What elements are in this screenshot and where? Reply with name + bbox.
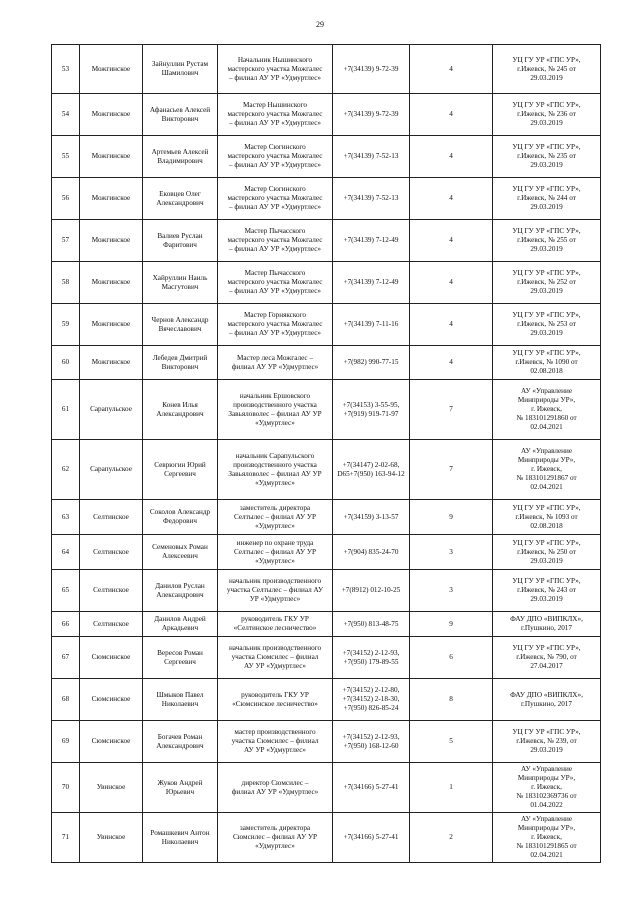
certificate-cell: УЦ ГУ УР «ГПС УР», г.Ижевск, № 250 от 29.03.2019 xyxy=(493,535,601,570)
name-cell: Жуков Андрей Юрьевич xyxy=(143,763,218,813)
table-row xyxy=(52,380,601,440)
certificate-cell: УЦ ГУ УР «ГПС УР», г.Ижевск, № 255 от 29.03.2019 xyxy=(493,220,601,262)
row-number: 59 xyxy=(52,304,80,346)
district-cell: Сарапульское xyxy=(80,380,143,440)
certificate-cell: УЦ ГУ УР «ГПС УР», г.Ижевск, № 1093 от 02.08.2018 xyxy=(493,500,601,535)
position-cell: Мастер Сюгинского мастерского участка Можгалес – филиал АУ УР «Удмуртлес» xyxy=(218,178,333,220)
district-cell: Сюмсинское xyxy=(80,637,143,679)
table-row xyxy=(52,813,601,863)
district-cell: Увинское xyxy=(80,813,143,863)
district-cell: Можгинское xyxy=(80,304,143,346)
phone-cell: +7(34139) 7-52-13 xyxy=(333,178,410,220)
position-cell: начальник производственного участка Сюмсилес – филиал АУ УР «Удмуртлес» xyxy=(218,637,333,679)
position-cell: начальник Сарапульского производственного участка Завьяловолес – филиал АУ УР «Удмуртлес» xyxy=(218,440,333,500)
count-cell: 1 xyxy=(410,763,493,813)
row-number: 68 xyxy=(52,679,80,721)
position-cell: мастер производственного участка Сюмсилес – филиал АУ УР «Удмуртлес» xyxy=(218,721,333,763)
table-row xyxy=(52,535,601,570)
position-cell: Мастер Пычасского мастерского участка Можгалес – филиал АУ УР «Удмуртлес» xyxy=(218,262,333,304)
table-row xyxy=(52,178,601,220)
phone-cell: +7(34139) 7-11-16 xyxy=(333,304,410,346)
table-row xyxy=(52,220,601,262)
position-cell: начальник Ершовского производственного участка Завьяловолес – филиал АУ УР «Удмуртлес» xyxy=(218,380,333,440)
table-row xyxy=(52,262,601,304)
name-cell: Зайнуллин Рустам Шамилович xyxy=(143,45,218,94)
phone-cell: +7(34147) 2-02-68, D65+7(950) 163-94-12 xyxy=(333,440,410,500)
row-number: 66 xyxy=(52,612,80,637)
position-cell: Мастер Нышинского мастерского участка Можгалес – филиал АУ УР «Удмуртлес» xyxy=(218,94,333,136)
row-number: 58 xyxy=(52,262,80,304)
count-cell: 8 xyxy=(410,679,493,721)
district-cell: Можгинское xyxy=(80,346,143,380)
count-cell: 4 xyxy=(410,220,493,262)
position-cell: Мастер Сюгинского мастерского участка Можгалес – филиал АУ УР «Удмуртлес» xyxy=(218,136,333,178)
certificate-cell: УЦ ГУ УР «ГПС УР», г.Ижевск, № 790, от 27.04.2017 xyxy=(493,637,601,679)
table-row xyxy=(52,721,601,763)
count-cell: 4 xyxy=(410,346,493,380)
count-cell: 4 xyxy=(410,178,493,220)
count-cell: 4 xyxy=(410,45,493,94)
name-cell: Ромашкевич Антон Николаевич xyxy=(143,813,218,863)
responsible-persons-table xyxy=(51,44,601,863)
phone-cell: +7(34152) 2-12-93, +7(950) 179-89-55 xyxy=(333,637,410,679)
certificate-cell: АУ «Управление Минприроды УР», г. Ижевск, № 183102369736 от 01.04.2022 xyxy=(493,763,601,813)
name-cell: Конев Илья Александрович xyxy=(143,380,218,440)
count-cell: 4 xyxy=(410,262,493,304)
row-number: 70 xyxy=(52,763,80,813)
district-cell: Можгинское xyxy=(80,220,143,262)
district-cell: Селтинское xyxy=(80,500,143,535)
certificate-cell: АУ «Управление Минприроды УР», г. Ижевск, № 183101291860 от 02.04.2021 xyxy=(493,380,601,440)
name-cell: Богачев Роман Александрович xyxy=(143,721,218,763)
district-cell: Сарапульское xyxy=(80,440,143,500)
name-cell: Данилов Руслан Александрович xyxy=(143,570,218,612)
district-cell: Селтинское xyxy=(80,535,143,570)
phone-cell: +7(950) 813-48-75 xyxy=(333,612,410,637)
count-cell: 4 xyxy=(410,304,493,346)
certificate-cell: ФАУ ДПО «ВИПКЛХ», г.Пушкино, 2017 xyxy=(493,612,601,637)
table-row xyxy=(52,346,601,380)
phone-cell: +7(34166) 5-27-41 xyxy=(333,813,410,863)
phone-cell: +7(34152) 2-12-93, +7(950) 168-12-60 xyxy=(333,721,410,763)
position-cell: руководитель ГКУ УР «Сюмсинское лесничество» xyxy=(218,679,333,721)
count-cell: 7 xyxy=(410,440,493,500)
row-number: 71 xyxy=(52,813,80,863)
certificate-cell: ФАУ ДПО «ВИПКЛХ», г.Пушкино, 2017 xyxy=(493,679,601,721)
name-cell: Соколов Александр Федорович xyxy=(143,500,218,535)
count-cell: 9 xyxy=(410,612,493,637)
position-cell: инженер по охране труда Селтылес – филиал АУ УР «Удмуртлес» xyxy=(218,535,333,570)
page-number: 29 xyxy=(316,20,324,29)
district-cell: Селтинское xyxy=(80,612,143,637)
phone-cell: +7(904) 835-24-70 xyxy=(333,535,410,570)
position-cell: руководитель ГКУ УР «Селтинское лесничество» xyxy=(218,612,333,637)
count-cell: 3 xyxy=(410,535,493,570)
row-number: 54 xyxy=(52,94,80,136)
name-cell: Семеновых Роман Алексеевич xyxy=(143,535,218,570)
district-cell: Можгинское xyxy=(80,45,143,94)
table-row xyxy=(52,679,601,721)
count-cell: 5 xyxy=(410,721,493,763)
phone-cell: +7(8912) 012-10-25 xyxy=(333,570,410,612)
row-number: 64 xyxy=(52,535,80,570)
phone-cell: +7(34139) 9-72-39 xyxy=(333,94,410,136)
certificate-cell: УЦ ГУ УР «ГПС УР», г.Ижевск, № 236 от 29.03.2019 xyxy=(493,94,601,136)
table-body xyxy=(52,45,601,863)
certificate-cell: УЦ ГУ УР «ГПС УР», г.Ижевск, № 244 от 29.03.2019 xyxy=(493,178,601,220)
table-row xyxy=(52,304,601,346)
name-cell: Хайруллин Наиль Масгутович xyxy=(143,262,218,304)
certificate-cell: УЦ ГУ УР «ГПС УР», г.Ижевск, № 235 от 29.03.2019 xyxy=(493,136,601,178)
phone-cell: +7(34159) 3-13-57 xyxy=(333,500,410,535)
position-cell: начальник производственного участка Селтылес – филиал АУ УР «Удмуртлес» xyxy=(218,570,333,612)
certificate-cell: УЦ ГУ УР «ГПС УР», г.Ижевск, № 1090 от 02.08.2018 xyxy=(493,346,601,380)
position-cell: директор Сюмсилес – филиал АУ УР «Удмуртлес» xyxy=(218,763,333,813)
name-cell: Севрюгин Юрий Сергеевич xyxy=(143,440,218,500)
certificate-cell: УЦ ГУ УР «ГПС УР», г.Ижевск, № 239, от 29.03.2019 xyxy=(493,721,601,763)
phone-cell: +7(34139) 7-12-49 xyxy=(333,220,410,262)
row-number: 65 xyxy=(52,570,80,612)
count-cell: 3 xyxy=(410,570,493,612)
count-cell: 2 xyxy=(410,813,493,863)
district-cell: Сюмсинское xyxy=(80,721,143,763)
name-cell: Шмыков Павел Николаевич xyxy=(143,679,218,721)
district-cell: Можгинское xyxy=(80,94,143,136)
position-cell: Мастер Пычасского мастерского участка Можгалес – филиал АУ УР «Удмуртлес» xyxy=(218,220,333,262)
count-cell: 4 xyxy=(410,94,493,136)
table-row xyxy=(52,440,601,500)
row-number: 69 xyxy=(52,721,80,763)
name-cell: Вересов Роман Сергеевич xyxy=(143,637,218,679)
row-number: 57 xyxy=(52,220,80,262)
certificate-cell: АУ «Управление Минприроды УР», г. Ижевск, № 183101291867 от 02.04.2021 xyxy=(493,440,601,500)
row-number: 56 xyxy=(52,178,80,220)
table-row xyxy=(52,94,601,136)
position-cell: Начальник Нышинского мастерского участка Можгалес – филиал АУ УР «Удмуртлес» xyxy=(218,45,333,94)
phone-cell: +7(34139) 9-72-39 xyxy=(333,45,410,94)
name-cell: Данилов Андрей Аркадьевич xyxy=(143,612,218,637)
position-cell: заместитель директора Селтылес – филиал АУ УР «Удмуртлес» xyxy=(218,500,333,535)
district-cell: Увинское xyxy=(80,763,143,813)
count-cell: 4 xyxy=(410,136,493,178)
position-cell: Мастер леса Можгалес – филиал АУ УР «Удмуртлес» xyxy=(218,346,333,380)
phone-cell: +7(34166) 5-27-41 xyxy=(333,763,410,813)
row-number: 61 xyxy=(52,380,80,440)
certificate-cell: УЦ ГУ УР «ГПС УР», г.Ижевск, № 245 от 29.03.2019 xyxy=(493,45,601,94)
table-row xyxy=(52,500,601,535)
phone-cell: +7(34153) 3-55-95, +7(919) 919-71-97 xyxy=(333,380,410,440)
row-number: 53 xyxy=(52,45,80,94)
position-cell: заместитель директора Сюмсилес – филиал АУ УР «Удмуртлес» xyxy=(218,813,333,863)
count-cell: 7 xyxy=(410,380,493,440)
name-cell: Лебедев Дмитрий Викторович xyxy=(143,346,218,380)
table-row xyxy=(52,763,601,813)
certificate-cell: УЦ ГУ УР «ГПС УР», г.Ижевск, № 252 от 29.03.2019 xyxy=(493,262,601,304)
name-cell: Валиев Руслан Фаритович xyxy=(143,220,218,262)
certificate-cell: УЦ ГУ УР «ГПС УР», г.Ижевск, № 253 от 29.03.2019 xyxy=(493,304,601,346)
row-number: 60 xyxy=(52,346,80,380)
name-cell: Чернов Александр Вячеславович xyxy=(143,304,218,346)
table-row xyxy=(52,570,601,612)
table-row xyxy=(52,612,601,637)
row-number: 62 xyxy=(52,440,80,500)
district-cell: Можгинское xyxy=(80,262,143,304)
phone-cell: +7(982) 990-77-15 xyxy=(333,346,410,380)
district-cell: Можгинское xyxy=(80,178,143,220)
row-number: 67 xyxy=(52,637,80,679)
district-cell: Сюмсинское xyxy=(80,679,143,721)
certificate-cell: УЦ ГУ УР «ГПС УР», г.Ижевск, № 243 от 29.03.2019 xyxy=(493,570,601,612)
row-number: 55 xyxy=(52,136,80,178)
count-cell: 6 xyxy=(410,637,493,679)
name-cell: Артемьев Алексей Владимирович xyxy=(143,136,218,178)
table-row xyxy=(52,637,601,679)
table-row xyxy=(52,45,601,94)
district-cell: Можгинское xyxy=(80,136,143,178)
certificate-cell: АУ «Управление Минприроды УР», г. Ижевск, № 183101291865 от 02.04.2021 xyxy=(493,813,601,863)
phone-cell: +7(34139) 7-12-49 xyxy=(333,262,410,304)
row-number: 63 xyxy=(52,500,80,535)
name-cell: Ековцев Олег Александрович xyxy=(143,178,218,220)
name-cell: Афанасьев Алексей Викторович xyxy=(143,94,218,136)
table-row xyxy=(52,136,601,178)
phone-cell: +7(34152) 2-12-80, +7(34152) 2-18-30, +7(950) 826-85-24 xyxy=(333,679,410,721)
phone-cell: +7(34139) 7-52-13 xyxy=(333,136,410,178)
count-cell: 9 xyxy=(410,500,493,535)
position-cell: Мастер Горнякского мастерского участка Можгалес – филиал АУ УР «Удмуртлес» xyxy=(218,304,333,346)
district-cell: Селтинское xyxy=(80,570,143,612)
